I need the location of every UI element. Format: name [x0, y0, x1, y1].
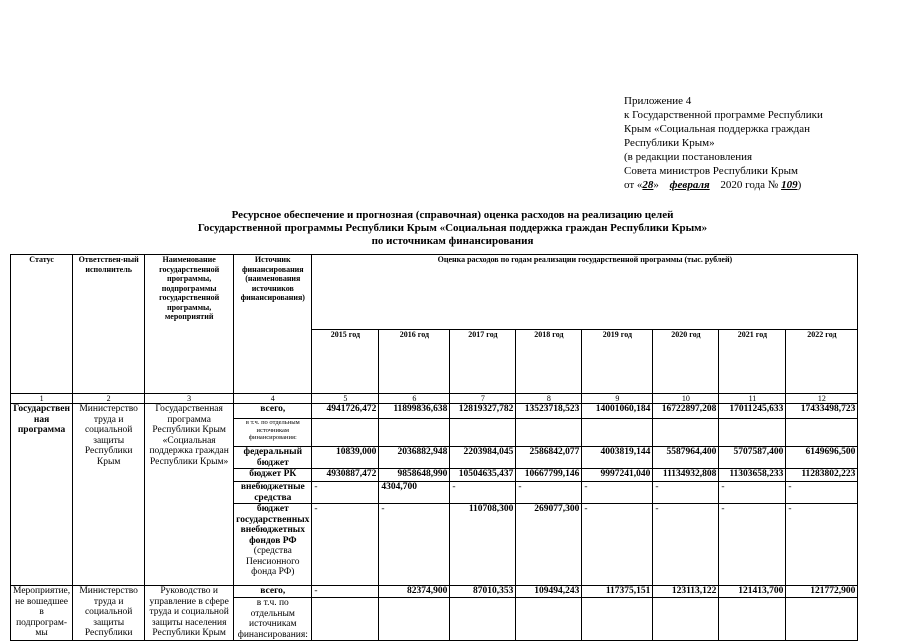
value-cell: 13523718,523	[516, 404, 582, 419]
value-cell	[582, 419, 653, 447]
value-cell: 6149696,500	[786, 447, 858, 469]
header-year: 2019 год	[582, 330, 653, 394]
value-cell: 5707587,400	[719, 447, 786, 469]
appendix-line: Крым «Социальная поддержка граждан	[624, 123, 811, 135]
value-cell: 123113,122	[653, 586, 719, 598]
col-number: 9	[582, 394, 653, 404]
value-cell: 2586842,077	[516, 447, 582, 469]
table-row	[11, 404, 858, 419]
value-cell	[379, 598, 450, 641]
value-cell: -	[582, 504, 653, 586]
date-prefix: от «	[624, 179, 643, 191]
col-number: 6	[379, 394, 450, 404]
value-cell: 11303658,233	[719, 469, 786, 482]
value-cell: 2203984,045	[450, 447, 516, 469]
source-extra: (средства Пенсионного фонда РФ)	[246, 546, 300, 577]
col-number: 3	[145, 394, 234, 404]
value-cell: 4930887,472	[312, 469, 379, 482]
header-year: 2021 год	[719, 330, 786, 394]
value-cell: 110708,300	[450, 504, 516, 586]
value-cell	[379, 419, 450, 447]
value-cell: -	[379, 504, 450, 586]
value-cell: 10667799,146	[516, 469, 582, 482]
col-number: 4	[234, 394, 312, 404]
decree-number: 109	[781, 179, 798, 191]
value-cell: 4304,700	[379, 482, 450, 504]
appendix-block	[624, 94, 823, 192]
value-cell	[516, 598, 582, 641]
value-cell: 269077,300	[516, 504, 582, 586]
value-cell: -	[312, 504, 379, 586]
value-cell: 11134932,808	[653, 469, 719, 482]
value-cell	[786, 598, 858, 641]
title-line-3: по источникам финансирования	[371, 235, 534, 247]
header-status: Статус	[11, 255, 73, 394]
appendix-line: к Государственной программе Республики	[624, 109, 823, 121]
header-source: Источник финансирования (наименования источников финансирования)	[234, 255, 312, 394]
date-day: 28	[642, 179, 654, 191]
appendix-line: Республики Крым»	[624, 137, 715, 149]
value-cell: 17011245,633	[719, 404, 786, 419]
header-executor: Ответствен-ный исполнитель	[73, 255, 145, 394]
appendix-date-line	[624, 178, 823, 192]
header-name: Наименование государственной программы, подпрограммы государственной программы, мероприятий	[145, 255, 234, 394]
value-cell	[312, 598, 379, 641]
source-cell: в т.ч. по отдельным источникам финансирования:	[234, 419, 312, 447]
date-year: 2020 года №	[720, 179, 779, 191]
header-year: 2016 год	[379, 330, 450, 394]
date-mid: »	[653, 179, 659, 191]
value-cell: -	[312, 586, 379, 598]
col-number: 7	[450, 394, 516, 404]
col-number: 5	[312, 394, 379, 404]
header-estimate: Оценка расходов по годам реализации государственной программы (тыс. рублей)	[312, 255, 858, 330]
source-cell: федеральный бюджет	[234, 447, 312, 469]
appendix-line: (в редакции постановления	[624, 151, 753, 163]
value-cell: 4003819,144	[582, 447, 653, 469]
table-row	[11, 586, 858, 598]
value-cell: -	[312, 482, 379, 504]
value-cell: 16722897,208	[653, 404, 719, 419]
value-cell	[653, 419, 719, 447]
value-cell	[582, 598, 653, 641]
value-cell: -	[450, 482, 516, 504]
source-cell: всего,	[234, 586, 312, 598]
appendix-line: Приложение 4	[624, 95, 692, 107]
status-cell: Мероприятие, не вошедшее в подпрограм-мы	[11, 586, 73, 641]
header-year: 2022 год	[786, 330, 858, 394]
source-main: бюджет государственных внебюджетных фондов РФ	[236, 504, 310, 546]
source-cell: внебюджетные средства	[234, 482, 312, 504]
value-cell: 11899836,638	[379, 404, 450, 419]
value-cell: -	[786, 482, 858, 504]
value-cell	[719, 419, 786, 447]
value-cell: 82374,900	[379, 586, 450, 598]
value-cell: 9858648,990	[379, 469, 450, 482]
value-cell	[450, 598, 516, 641]
header-year: 2018 год	[516, 330, 582, 394]
title-line-1: Ресурсное обеспечение и прогнозная (справочная) оценка расходов на реализацию целей	[231, 209, 674, 221]
title-line-2: Государственной программы Республики Крым «Социальная поддержка граждан Республики Крым»	[197, 222, 708, 234]
value-cell: -	[786, 504, 858, 586]
executor-cell: Министерство труда и социальной защиты Республики Крым	[73, 404, 145, 586]
value-cell	[516, 419, 582, 447]
value-cell: -	[582, 482, 653, 504]
value-cell: 5587964,400	[653, 447, 719, 469]
value-cell: 17433498,723	[786, 404, 858, 419]
col-number: 11	[719, 394, 786, 404]
col-number: 8	[516, 394, 582, 404]
col-number: 2	[73, 394, 145, 404]
executor-cell: Министерство труда и социальной защиты Республики	[73, 586, 145, 641]
value-cell: -	[653, 482, 719, 504]
value-cell	[312, 419, 379, 447]
appendix-line: Совета министров Республики Крым	[624, 165, 798, 177]
program-name-cell: Руководство и управление в сфере труда и социальной защиты населения Республики Крым	[145, 586, 234, 641]
source-cell	[234, 504, 312, 586]
value-cell: 10839,000	[312, 447, 379, 469]
value-cell: -	[516, 482, 582, 504]
col-number: 10	[653, 394, 719, 404]
resource-table	[10, 254, 858, 641]
source-cell: всего,	[234, 404, 312, 419]
value-cell: 9997241,040	[582, 469, 653, 482]
value-cell: 4941726,472	[312, 404, 379, 419]
value-cell: 2036882,948	[379, 447, 450, 469]
col-number: 1	[11, 394, 73, 404]
header-year: 2020 год	[653, 330, 719, 394]
header-row	[11, 255, 858, 330]
value-cell: -	[719, 504, 786, 586]
value-cell: 11283802,223	[786, 469, 858, 482]
header-year: 2017 год	[450, 330, 516, 394]
value-cell: 87010,353	[450, 586, 516, 598]
source-cell: в т.ч. по отдельным источникам финансирования:	[234, 598, 312, 641]
col-number: 12	[786, 394, 858, 404]
value-cell	[450, 419, 516, 447]
value-cell: 12819327,782	[450, 404, 516, 419]
date-close: )	[797, 179, 802, 191]
value-cell: 121772,900	[786, 586, 858, 598]
program-name-cell: Государственная программа Республики Крым «Социальная поддержка граждан Республики Крым»	[145, 404, 234, 586]
status-cell: Государствен ная программа	[11, 404, 73, 586]
value-cell: 10504635,437	[450, 469, 516, 482]
value-cell: -	[719, 482, 786, 504]
value-cell	[653, 598, 719, 641]
value-cell: 14001060,184	[582, 404, 653, 419]
header-year: 2015 год	[312, 330, 379, 394]
document-title	[0, 209, 905, 248]
value-cell	[786, 419, 858, 447]
value-cell: 117375,151	[582, 586, 653, 598]
date-month: февраля	[669, 179, 710, 191]
value-cell: 109494,243	[516, 586, 582, 598]
column-number-row	[11, 394, 858, 404]
value-cell: 121413,700	[719, 586, 786, 598]
source-cell: бюджет РК	[234, 469, 312, 482]
value-cell: -	[653, 504, 719, 586]
value-cell	[719, 598, 786, 641]
